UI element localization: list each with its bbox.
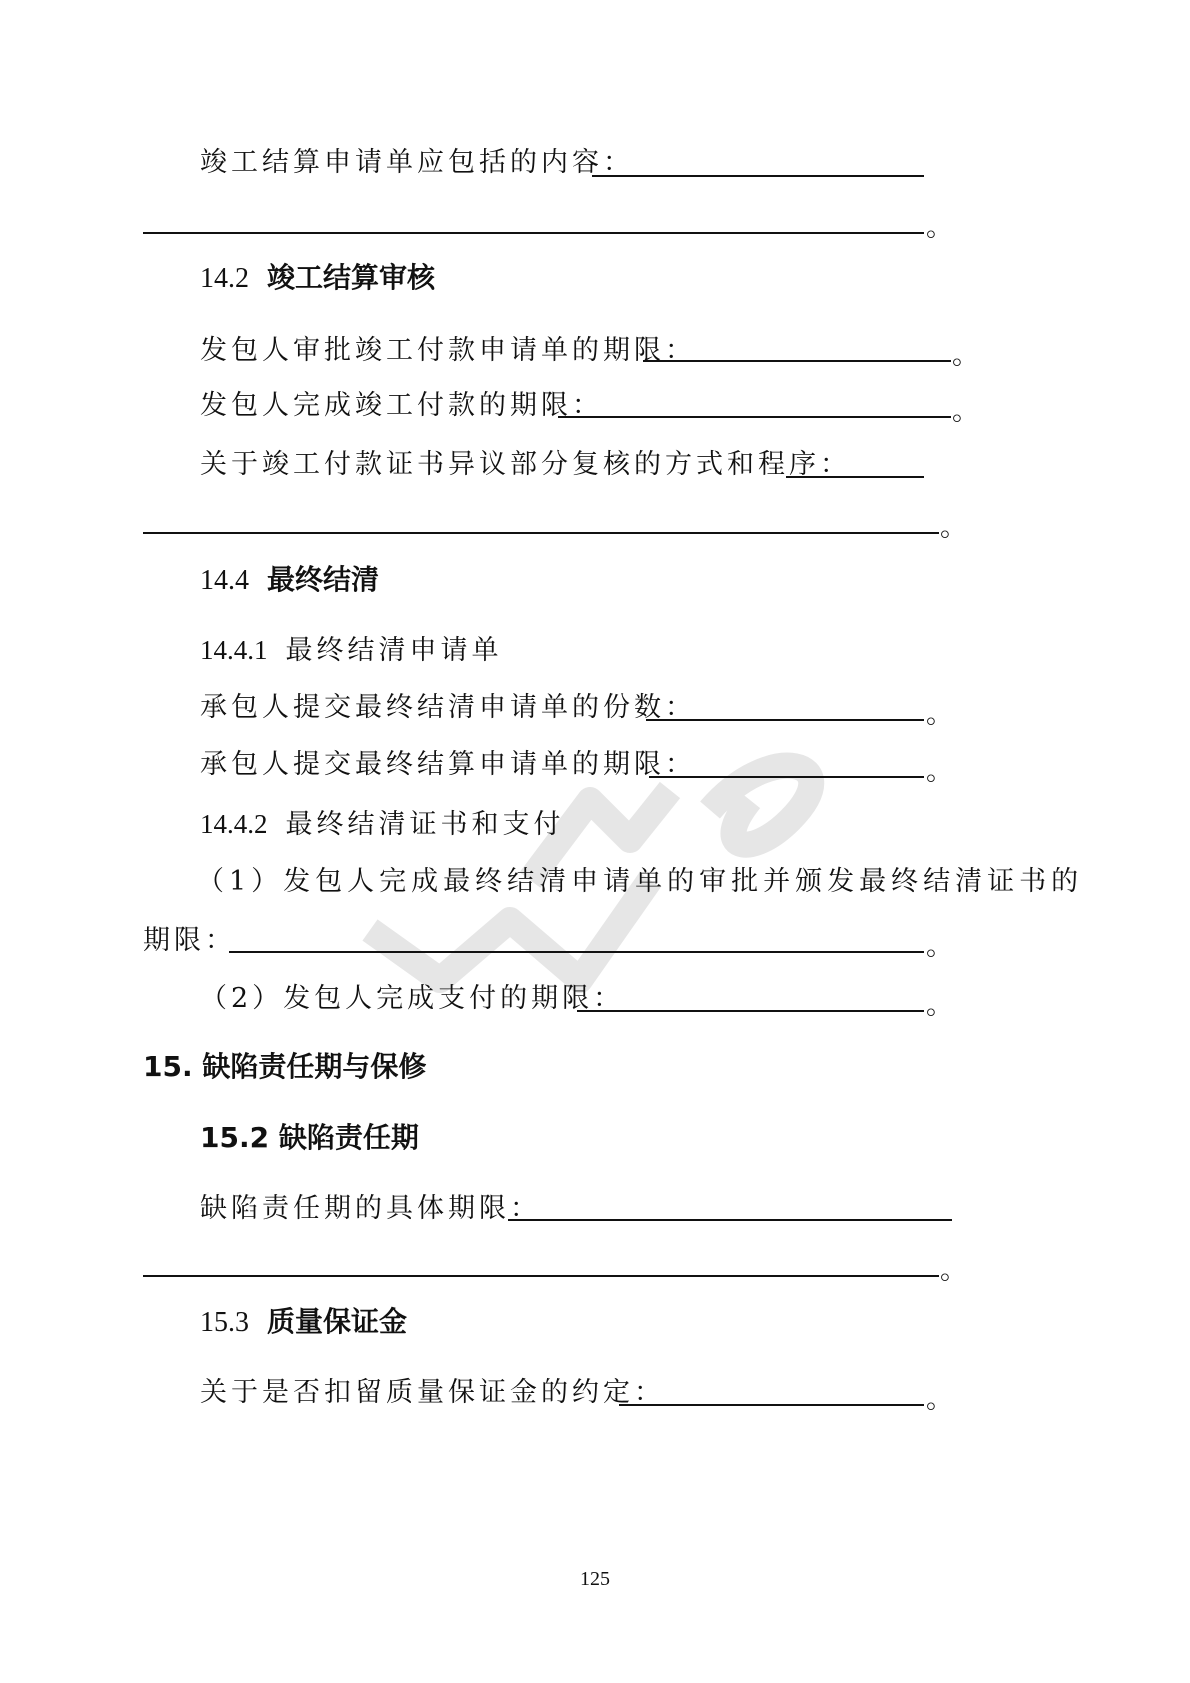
blank-line[interactable]: [592, 175, 924, 177]
section-15-heading: 15. 缺陷责任期与保修: [143, 1050, 427, 1083]
period-mark: 。: [926, 1384, 953, 1415]
section-15-2-heading: 15.2 缺陷责任期: [200, 1121, 419, 1154]
payment-period-label: 发包人完成竣工付款的期限：: [200, 390, 603, 421]
subsection-title: 最终结清证书和支付: [285, 809, 565, 840]
blank-line[interactable]: [619, 1404, 924, 1406]
retention-agreement-label: 关于是否扣留质量保证金的约定：: [200, 1377, 665, 1408]
period-mark: 。: [926, 990, 953, 1021]
section-14-4-heading: [200, 563, 380, 596]
copies-count-label: 承包人提交最终结清申请单的份数：: [200, 692, 696, 723]
section-14-2-heading: [200, 261, 436, 294]
period-mark: 。: [926, 756, 953, 787]
blank-line[interactable]: [143, 532, 939, 534]
period-mark: 。: [940, 512, 967, 543]
section-title: 竣工结算审核: [267, 261, 436, 294]
subsection-14-4-1: [200, 637, 503, 664]
payment-completion-label: （2）发包人完成支付的期限：: [200, 983, 625, 1014]
blank-line[interactable]: [649, 776, 924, 778]
period-mark: 。: [952, 396, 979, 427]
subsection-14-4-2: [200, 811, 565, 838]
period-label: 期限：: [143, 925, 236, 956]
blank-line[interactable]: [643, 360, 951, 362]
page-number: 125: [580, 1568, 610, 1590]
period-mark: 。: [926, 699, 953, 730]
settlement-application-content-label: 竣工结算申请单应包括的内容：: [200, 147, 634, 178]
section-number: 14.2: [200, 263, 249, 294]
blank-line[interactable]: [143, 1275, 939, 1277]
defect-liability-period-label: 缺陷责任期的具体期限：: [200, 1193, 541, 1224]
period-mark: 。: [940, 1255, 967, 1286]
blank-line[interactable]: [786, 476, 924, 478]
section-title: 质量保证金: [267, 1305, 408, 1338]
blank-line[interactable]: [229, 951, 924, 953]
submission-period-label: 承包人提交最终结算申请单的期限：: [200, 749, 696, 780]
period-mark: 。: [926, 931, 953, 962]
section-number: 14.4: [200, 565, 249, 596]
section-title: 最终结清: [267, 563, 380, 596]
approval-period-label: 发包人审批竣工付款申请单的期限：: [200, 335, 696, 366]
certificate-issue-label: （1）发包人完成最终结清申请单的审批并颁发最终结清证书的: [197, 866, 1084, 897]
period-mark: 。: [952, 340, 979, 371]
subsection-title: 最终结清申请单: [285, 635, 503, 666]
blank-line[interactable]: [143, 232, 924, 234]
subsection-number: 14.4.2: [200, 809, 268, 839]
blank-line[interactable]: [577, 1010, 924, 1012]
blank-line[interactable]: [558, 416, 951, 418]
dispute-review-label: 关于竣工付款证书异议部分复核的方式和程序：: [200, 449, 851, 480]
section-15-3-heading: [200, 1305, 408, 1338]
blank-line[interactable]: [646, 719, 924, 721]
section-number: 15.3: [200, 1307, 249, 1338]
period-mark: 。: [926, 212, 953, 243]
subsection-number: 14.4.1: [200, 635, 268, 665]
blank-line[interactable]: [508, 1219, 952, 1221]
